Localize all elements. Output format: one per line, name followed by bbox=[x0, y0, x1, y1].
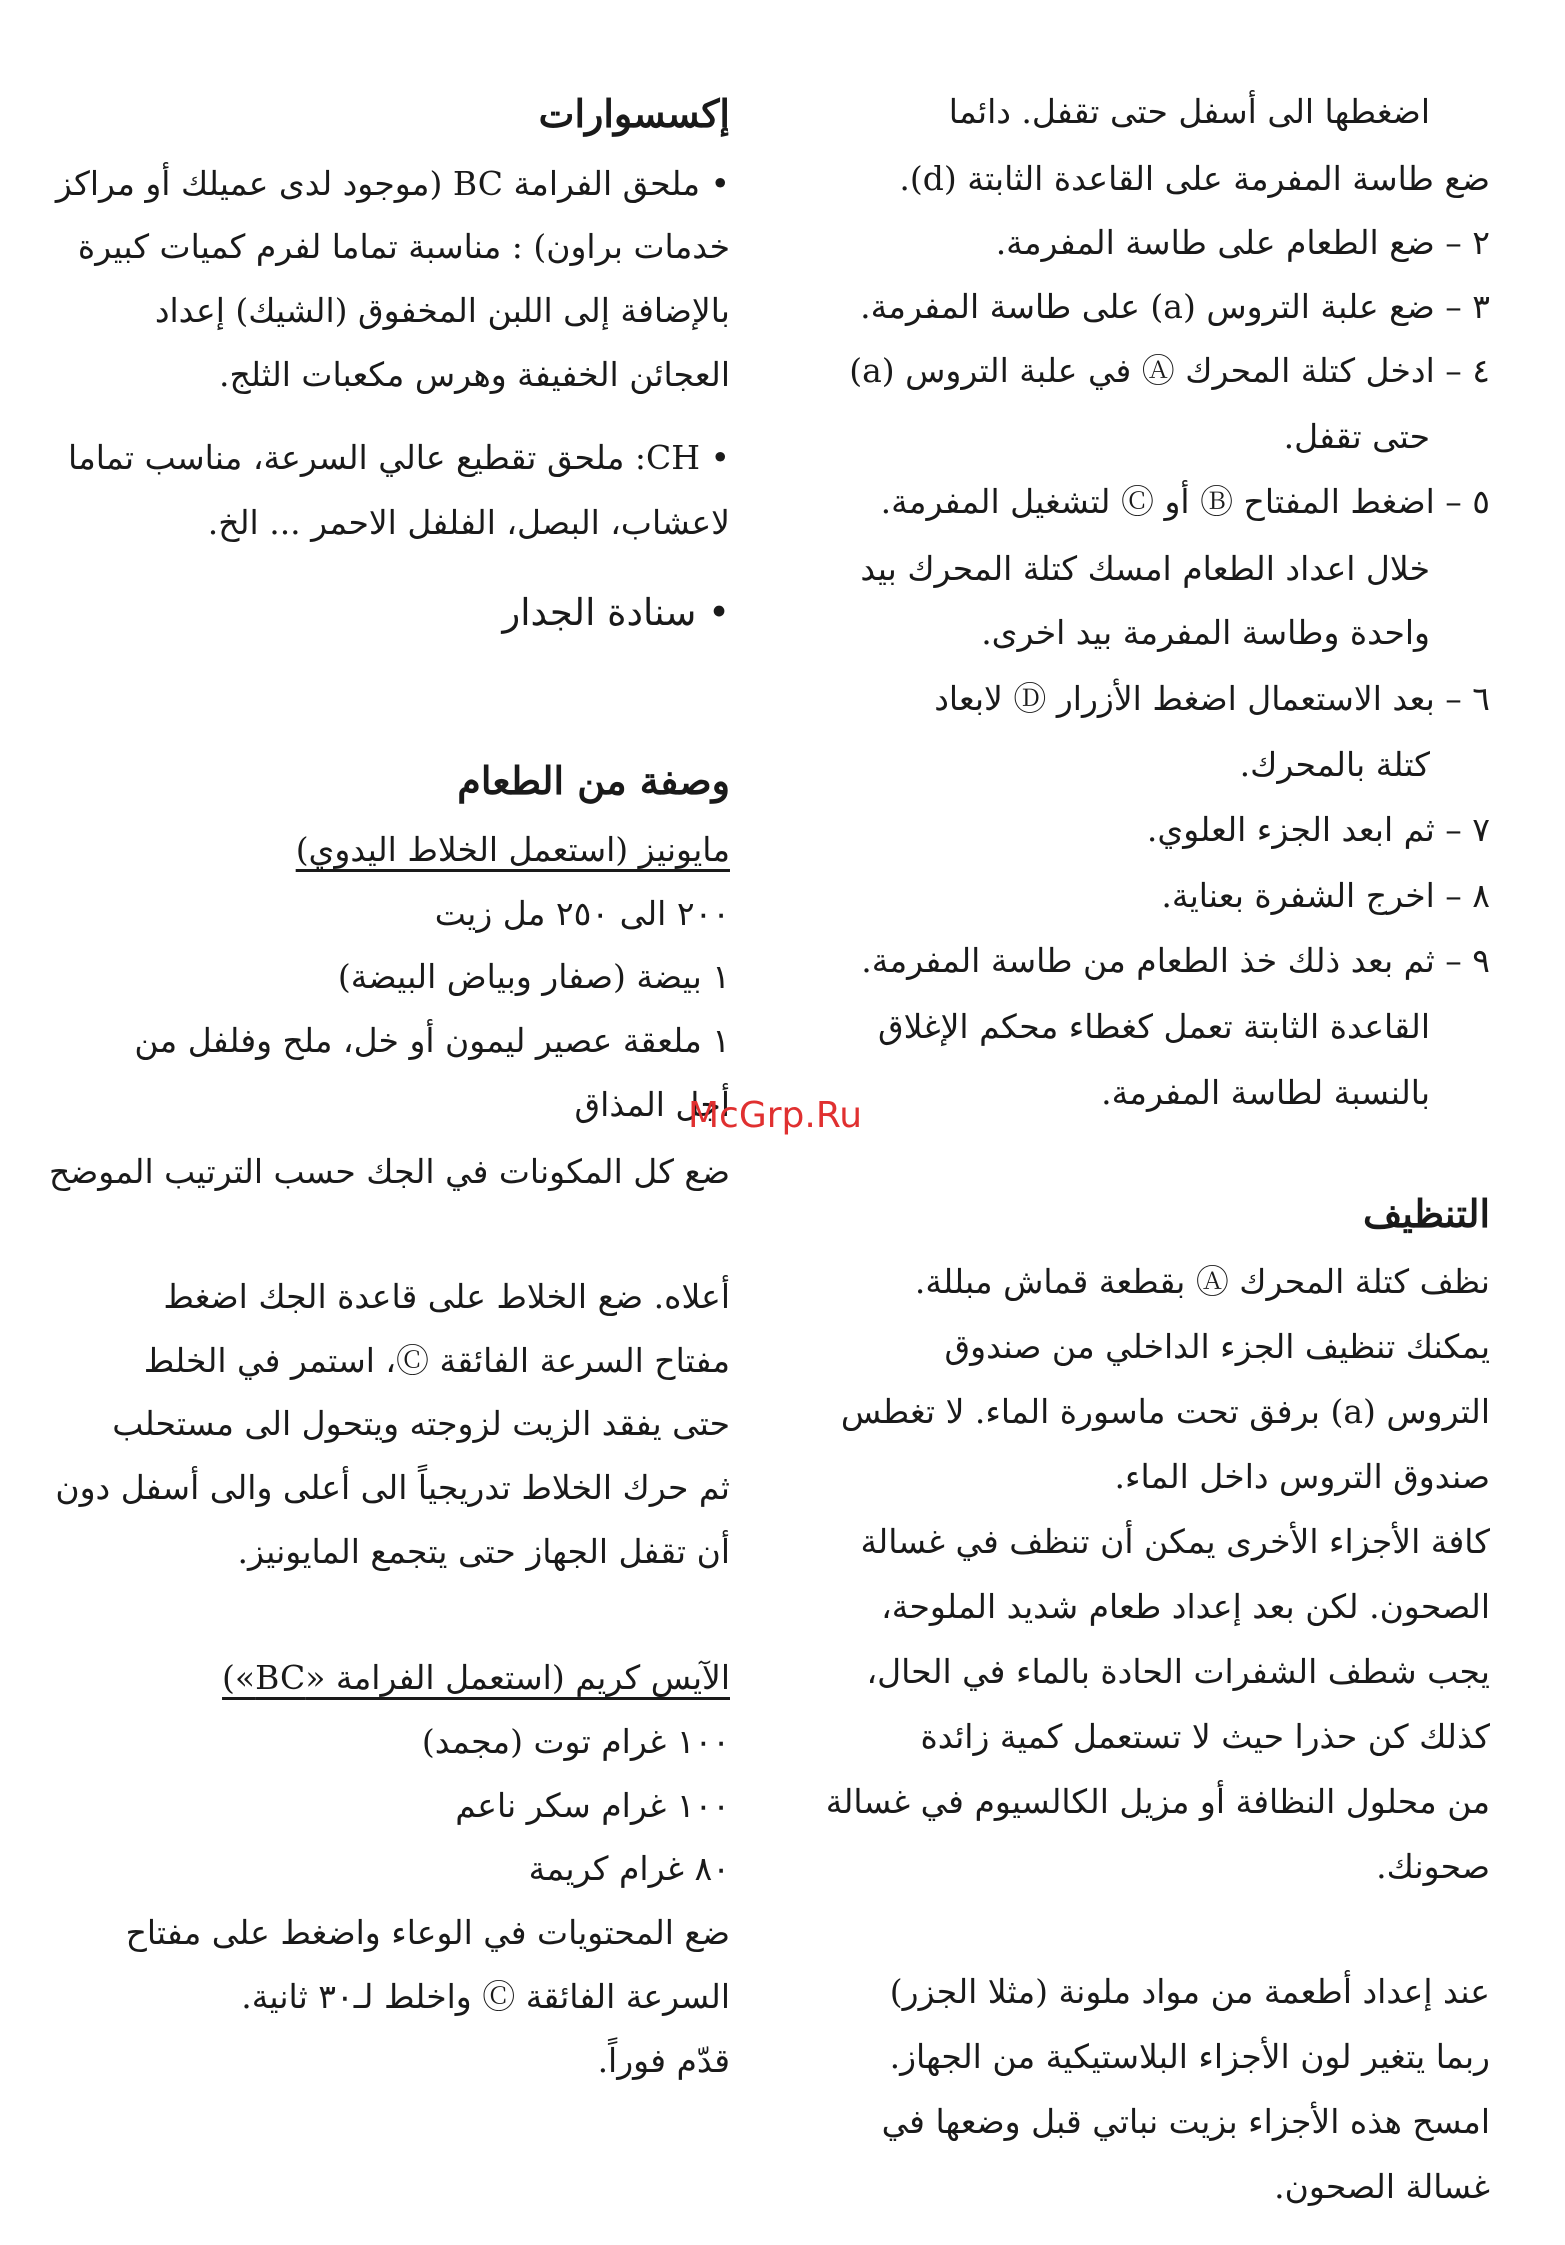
mayonnaise-line: ١ بيضة (صفار وبياض البيضة) bbox=[337, 957, 730, 996]
ice-cream-line: السرعة الفائقة Ⓒ واخلط لـ٣٠ ثانية. bbox=[241, 1977, 730, 2016]
cleaning-line: صحونك. bbox=[1376, 1847, 1490, 1886]
cleaning-line: الصحون. لكن بعد إعداد طعام شديد الملوحة، bbox=[881, 1587, 1490, 1626]
ice-cream-line: ١٠٠ غرام توت (مجمد) bbox=[421, 1722, 730, 1761]
accessories-line: لاعشاب، البصل، الفلفل الاحمر ... الخ. bbox=[207, 503, 730, 542]
mayonnaise-line: مفتاح السرعة الفائقة Ⓒ، استمر في الخلط bbox=[143, 1341, 730, 1380]
cleaning-line: كذلك كن حذرا حيث لا تستعمل كمية زائدة bbox=[920, 1717, 1490, 1756]
mayonnaise-line: ١ ملعقة عصير ليمون أو خل، ملح وفلفل من bbox=[134, 1021, 730, 1060]
accessories-line: • CH: ملحق تقطيع عالي السرعة، مناسب تماما bbox=[68, 438, 730, 477]
step-line: ٩ – ثم بعد ذلك خذ الطعام من طاسة المفرمة. bbox=[861, 941, 1490, 980]
step-line: القاعدة الثابتة تعمل كغطاء محكم الإغلاق bbox=[878, 1007, 1430, 1046]
step-line: ٨ – اخرج الشفرة بعناية. bbox=[1161, 876, 1490, 915]
step-line: ضع طاسة المفرمة على القاعدة الثابتة (d). bbox=[899, 159, 1490, 198]
right-column bbox=[810, 0, 1490, 2245]
ice-cream-line: ضع المحتويات في الوعاء واضغط على مفتاح bbox=[125, 1913, 730, 1952]
colored-food-note-line: امسح هذه الأجزاء بزيت نباتي قبل وضعها في bbox=[881, 2102, 1490, 2141]
step-line: بالنسبة لطاسة المفرمة. bbox=[1101, 1073, 1430, 1112]
step-line: ٧ – ثم ابعد الجزء العلوي. bbox=[1146, 810, 1490, 849]
recipe-heading: وصفة من الطعام bbox=[457, 758, 730, 803]
accessories-line: • سنادة الجدار bbox=[502, 591, 730, 634]
cleaning-line: من محلول النظافة أو مزيل الكالسيوم في غسالة bbox=[825, 1782, 1490, 1821]
mayonnaise-line: ضع كل المكونات في الجك حسب الترتيب الموضح bbox=[48, 1152, 730, 1191]
cleaning-line: التروس (a) برفق تحت ماسورة الماء. لا تغطس bbox=[840, 1392, 1490, 1431]
colored-food-note-line: عند إعداد أطعمة من مواد ملونة (مثلا الجزر) bbox=[889, 1972, 1490, 2011]
mayonnaise-line: ثم حرك الخلاط تدريجياً الى أعلى والى أسفل دون bbox=[55, 1468, 730, 1507]
mayonnaise-line: أن تقفل الجهاز حتى يتجمع المايونيز. bbox=[237, 1532, 730, 1571]
colored-food-note-line: ربما يتغير لون الأجزاء البلاستيكية من الجهاز. bbox=[889, 2037, 1490, 2076]
step-line: ٥ – اضغط المفتاح Ⓑ أو Ⓒ لتشغيل المفرمة. bbox=[880, 482, 1490, 521]
step-line: ٦ – بعد الاستعمال اضغط الأزرار Ⓓ لابعاد bbox=[934, 679, 1490, 718]
accessories-line: • ملحق الفرامة BC (موجود لدى عميلك أو مراكز bbox=[55, 164, 730, 203]
ice-cream-line: قدّم فوراً. bbox=[597, 2041, 730, 2080]
mayonnaise-line: أعلاه. ضع الخلاط على قاعدة الجك اضغط bbox=[163, 1277, 730, 1316]
step-line: ٢ – ضع الطعام على طاسة المفرمة. bbox=[995, 223, 1490, 262]
mayonnaise-line: أجل المذاق bbox=[574, 1085, 730, 1124]
mayonnaise-title: مايونيز (استعمل الخلاط اليدوي) bbox=[295, 830, 730, 869]
watermark: McGrp.Ru bbox=[688, 1095, 863, 1136]
cleaning-line: يجب شطف الشفرات الحادة بالماء في الحال، bbox=[866, 1652, 1490, 1691]
accessories-line: خدمات براون) : مناسبة تماما لفرم كميات كبيرة bbox=[77, 227, 730, 266]
step-line: اضغطها الى أسفل حتى تقفل. دائما bbox=[948, 92, 1430, 131]
accessories-line: بالإضافة إلى اللبن المخفوق (الشيك) إعداد bbox=[154, 291, 730, 330]
colored-food-note-line: غسالة الصحون. bbox=[1274, 2167, 1490, 2206]
step-line: ٤ – ادخل كتلة المحرك Ⓐ في علبة التروس (a) bbox=[849, 351, 1490, 390]
cleaning-heading: التنظيف bbox=[1362, 1191, 1490, 1236]
step-line: كتلة بالمحرك. bbox=[1239, 745, 1430, 784]
step-line: ٣ – ضع علبة التروس (a) على طاسة المفرمة. bbox=[860, 287, 1490, 326]
cleaning-line: صندوق التروس داخل الماء. bbox=[1114, 1457, 1490, 1496]
left-column bbox=[30, 0, 730, 2245]
cleaning-line: نظف كتلة المحرك Ⓐ بقطعة قماش مبللة. bbox=[914, 1262, 1490, 1301]
step-line: خلال اعداد الطعام امسك كتلة المحرك بيد bbox=[860, 549, 1430, 588]
cleaning-line: كافة الأجزاء الأخرى يمكن أن تنظف في غسالة bbox=[860, 1522, 1490, 1561]
ice-cream-title: الآيس كريم (استعمل الفرامة «BC») bbox=[222, 1658, 730, 1697]
ice-cream-line: ٨٠ غرام كريمة bbox=[528, 1849, 730, 1888]
mayonnaise-line: ٢٠٠ الى ٢٥٠ مل زيت bbox=[434, 894, 730, 933]
step-line: واحدة وطاسة المفرمة بيد اخرى. bbox=[981, 613, 1430, 652]
accessories-heading: إكسسوارات bbox=[538, 91, 730, 136]
ice-cream-line: ١٠٠ غرام سكر ناعم bbox=[455, 1786, 730, 1825]
accessories-line: العجائن الخفيفة وهرس مكعبات الثلج. bbox=[219, 355, 730, 394]
mayonnaise-line: حتى يفقد الزيت لزوجته ويتحول الى مستحلب bbox=[112, 1404, 730, 1443]
step-line: حتى تقفل. bbox=[1283, 417, 1430, 456]
cleaning-line: يمكنك تنظيف الجزء الداخلي من صندوق bbox=[944, 1327, 1490, 1366]
